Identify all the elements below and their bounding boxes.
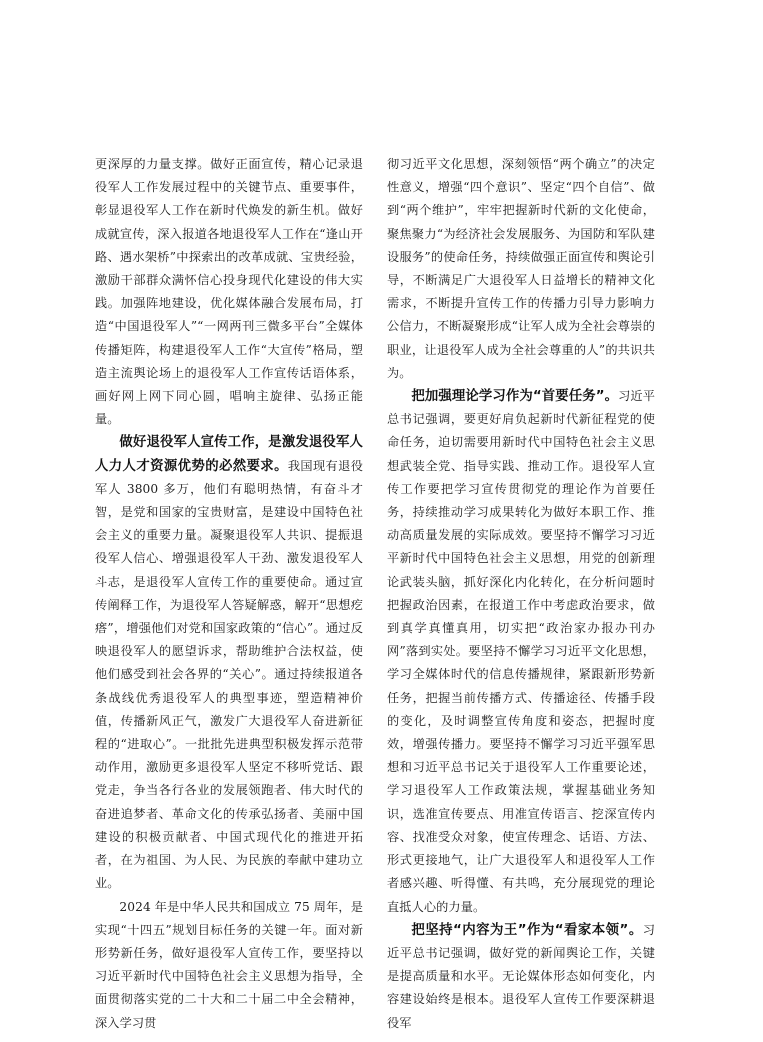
paragraph-lead-heading: 把加强理论学习作为“首要任务”。 xyxy=(411,389,619,405)
paragraph: 彻习近平文化思想，深刻领悟“两个确立”的决定性意义，增强“四个意识”、坚定“四个自信”、做到“两个维护”，牢牢把握新时代新的文化使命，聚焦聚力“为经济社会发展服务、为国防和军队建设服务”的使命任务，持续做强正面宣传和舆论引导，不断满足广大退役军人日益增长的精神文化需求，不断提升宣传工作的传播力引导力影响力公信力，不断凝聚形成“让军人成为全社会尊崇的职业，让退役军人成为全社会尊重的人”的共识共为。 xyxy=(387,157,655,380)
left-column xyxy=(95,153,363,1035)
paragraph: 2024 年是中华人民共和国成立 75 周年，是实现“十四五”规划目标任务的关键一年。面对新形势新任务，做好退役军人宣传工作，要坚持以习近平新时代中国特色社会主义思想为指导，全面贯彻落实党的二十大和二十届二中全会精神，深入学习贯 xyxy=(95,899,363,1030)
paragraph-lead-heading: 做好退役军人宣传工作，是激发退役军人人力人才资源优势的必然要求。 xyxy=(95,435,363,474)
paragraph-lead-heading: 把坚持“内容为王”作为“看家本领”。 xyxy=(411,922,643,938)
paragraph-body: 习近平总书记强调，要更好肩负起新时代新征程党的使命任务，迫切需要用新时代中国特色社会主义思想武装全党、指导实践、推动工作。退役军人宣传工作要把学习宣传贯彻党的理论作为首要任务，持续推动学习成果转化为做好本职工作、推动高质量发展的实际成效。要坚持不懈学习习近平新时代中国特色社会主义思想，用党的创新理论武装头脑，抓好深化内化转化，在分析问题时把握政治因素，在报道工作中考虑政治要求，做到真学真懂真用，切实把“政治家办报办刊办网”落到实处。要坚持不懈学习习近平文化思想，学习全媒体时代的信息传播规律，紧跟新形势新任务，把握当前传播方式、传播途径、传播手段的变化，及时调整宣传角度和姿态，把握时度效，增强传播力。要坚持不懈学习习近平强军思想和习近平总书记关于退役军人工作重要论述，学习退役军人工作政策法规，掌握基础业务知识，选准宣传要点、用准宣传语言、挖深宣传内容、找准受众对象，使宣传理念、话语、方法、形式更接地气，让广大退役军人和退役军人工作者感兴趣、听得懂、有共鸣，充分展现党的理论直抵人心的力量。 xyxy=(387,389,655,914)
right-column xyxy=(387,153,655,1035)
paragraph-body: 我国现有退役军人 3800 多万，他们有聪明热情，有奋斗才智，是党和国家的宝贵财富，是建设中国特色社会主义的重要力量。凝聚退役军人共识、提振退役军人信心、增强退役军人干劲、激发退役军人斗志，是退役军人宣传工作的重要使命。通过宣传阐释工作，为退役军人答疑解惑，解开“思想疙瘩”，增强他们对党和国家政策的“信心”。通过反映退役军人的愿望诉求，帮助维护合法权益，使他们感受到社会各界的“关心”。通过持续报道各条战线优秀退役军人的典型事迹，塑造精神价值，传播新风正气，激发广大退役军人奋进新征程的“进取心”。一批批先进典型积极发挥示范带动作用，激励更多退役军人坚定不移听党话、跟党走，争当各行各业的发展领跑者、伟大时代的奋进追梦者、革命文化的传承弘扬者、美丽中国建设的积极贡献者、中国式现代化的推进开拓者，在为祖国、为人民、为民族的奉献中建功立业。 xyxy=(95,458,363,891)
paragraph: 更深厚的力量支撑。做好正面宣传，精心记录退役军人工作发展过程中的关键节点、重要事件，彰显退役军人工作在新时代焕发的新生机。做好成就宣传，深入报道各地退役军人工作在“逢山开路、遇水架桥”中探索出的改革成就、宝贵经验，激励干部群众满怀信心投身现代化建设的伟大实践。加强阵地建设，优化媒体融合发展布局，打造“中国退役军人”“一网两刊三微多平台”全媒体传播矩阵，构建退役军人工作“大宣传”格局，塑造主流舆论场上的退役军人工作宣传话语体系，画好网上网下同心圆，唱响主旋律、弘扬正能量。 xyxy=(95,157,363,427)
paragraph xyxy=(387,919,655,1035)
paragraph xyxy=(387,385,655,919)
paragraph xyxy=(95,431,363,895)
paragraph-body: 习近平总书记强调，做好党的新闻舆论工作，关键是提高质量和水平。无论媒体形态如何变化，内容建设始终是根本。退役军人宣传工作要深耕退役军 xyxy=(387,922,655,1030)
